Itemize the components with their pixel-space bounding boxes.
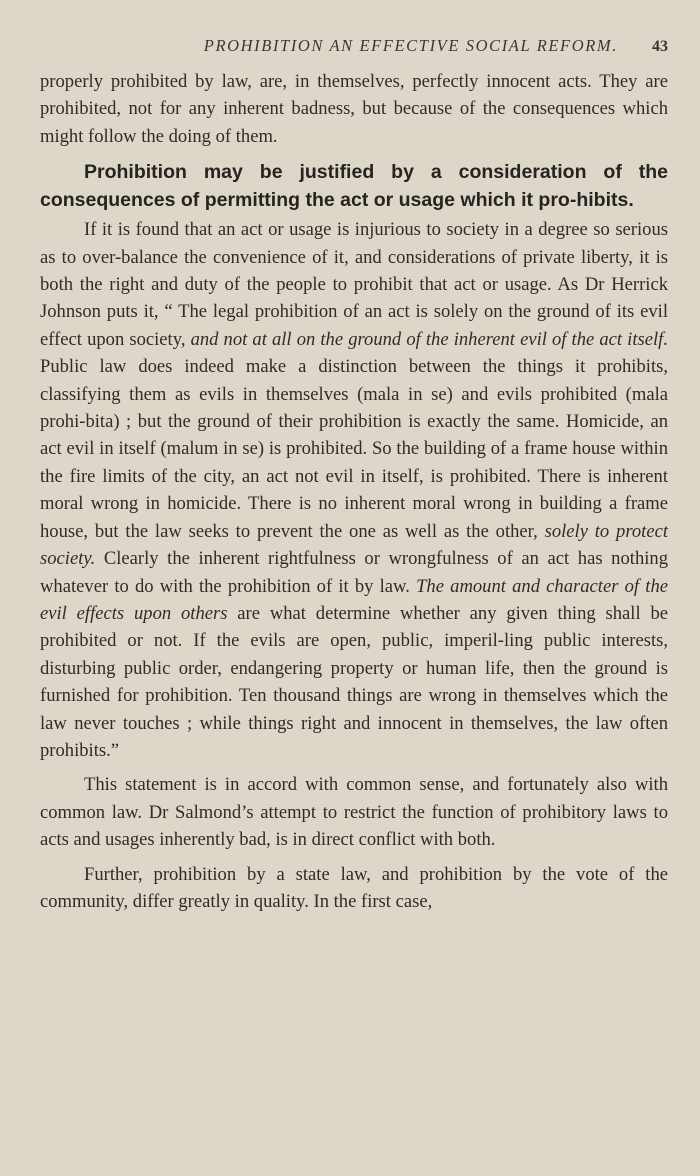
paragraph-continuation: properly prohibited by law, are, in themselves, perfectly innocent acts. They are prohibited, not for any inherent badness, but because of the consequences which might follow the doing of them.: [40, 71, 668, 147]
side-heading: Prohibition may be justified by a consideration of the consequences of permitting the act or usage which it pro-hibits.: [40, 161, 668, 212]
running-head: [40, 36, 668, 56]
paragraph-common-sense: This statement is in accord with common sense, and fortunately also with common law. Dr Salmond’s attempt to restrict the function of prohibitory laws to acts and usages inherently bad, is in direct conflict with both.: [40, 774, 668, 851]
paragraph-further: Further, prohibition by a state law, and prohibition by the vote of the community, differ greatly in quality. In the first case,: [40, 863, 668, 912]
running-title: PROHIBITION AN EFFECTIVE SOCIAL REFORM.: [203, 36, 618, 55]
text-segment: Clearly the inherent rightfulness or wrongfulness of an act has nothing whatever to do with the prohibition of it by law.: [40, 548, 668, 597]
page-number: 43: [652, 38, 668, 55]
italic-segment: solely to protect society.: [40, 520, 669, 570]
italic-segment: The amount and character of the evil effects upon others: [40, 575, 668, 624]
paragraph-herrick-johnson: [40, 216, 668, 764]
text-segment: Public law does indeed make a distinction between the things it prohibits, classifying them as evils in themselves (mala in se) and evils prohibited (mala prohi-bita) ; but the ground of their prohibition is exactly the same. Homicide, an act evil in itself (malum in se) is prohibited. So the building of a frame house within the fire limits of the city, an act not evil in itself, is prohibited. There is inherent moral wrong in homicide. There is no inherent moral wrong in building a frame house, but the law seeks to prevent the one as well as the other,: [40, 356, 668, 542]
italic-segment: and not at all on the ground of the inherent evil of the act itself.: [190, 328, 668, 350]
text-segment: are what determine whether any given thing shall be prohibited or not. If the evils are open, public, imperil-ling public interests, disturbing public order, endangering property or human life, then the ground is furnished for prohibition. Ten thousand things are wrong in themselves which the law never touches ; while things right and innocent in themselves, the law often prohibits.”: [40, 602, 669, 761]
text-segment: If it is found that an act or usage is injurious to society in a degree so serious as to over-balance the convenience of it, and considerations of private liberty, it is both the right and duty of the people to prohibit that act or usage. As Dr Herrick Johnson puts it, “ The legal prohibition of an act is solely on the ground of its evil effect upon society,: [40, 219, 668, 350]
